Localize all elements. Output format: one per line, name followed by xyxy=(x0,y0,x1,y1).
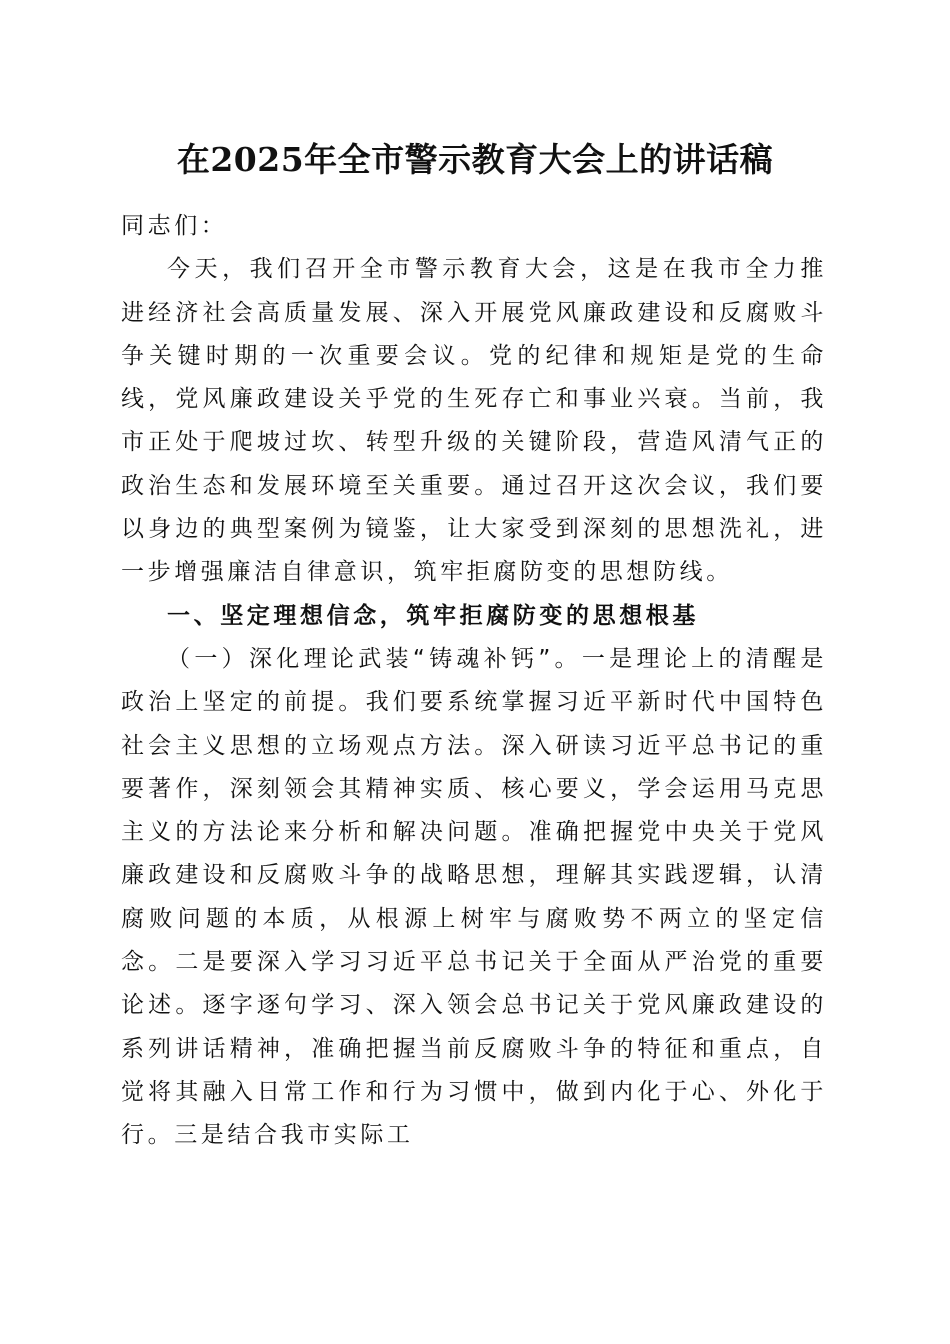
document-body xyxy=(121,205,827,1158)
section-heading: 一、坚定理想信念，筑牢拒腐防变的思想根基 xyxy=(167,602,699,629)
intro-paragraph: 今天，我们召开全市警示教育大会，这是在我市全力推进经济社会高质量发展、深入开展党风廉政建设和反腐败斗争关键时期的一次重要会议。党的纪律和规矩是党的生命线，党风廉政建设关乎党的生死存亡和事业兴衰。当前，我市正处于爬坡过坎、转型升级的关键阶段，营造风清气正的政治生态和发展环境至关重要。通过召开这次会议，我们要以身边的典型案例为镜鉴，让大家受到深刻的思想洗礼，进一步增强廉洁自律意识，筑牢拒腐防变的思想防线。 xyxy=(121,256,827,586)
page-title: 在2025年全市警示教育大会上的讲话稿 xyxy=(176,140,774,179)
section-paragraph: （一）深化理论武装“铸魂补钙”。一是理论上的清醒是政治上坚定的前提。我们要系统掌握习近平新时代中国特色社会主义思想的立场观点方法。深入研读习近平总书记的重要著作，深刻领会其精神实质、核心要义，学会运用马克思主义的方法论来分析和解决问题。准确把握党中央关于党风廉政建设和反腐败斗争的战略思想，理解其实践逻辑，认清腐败问题的本质，从根源上树牢与腐败势不两立的坚定信念。二是要深入学习习近平总书记关于全面从严治党的重要论述。逐字逐句学习、深入领会总书记关于党风廉政建设的系列讲话精神，准确把握当前反腐败斗争的特征和重点，自觉将其融入日常工作和行为习惯中，做到内化于心、外化于行。三是结合我市实际工 xyxy=(121,645,827,1149)
salutation: 同志们： xyxy=(121,213,228,239)
